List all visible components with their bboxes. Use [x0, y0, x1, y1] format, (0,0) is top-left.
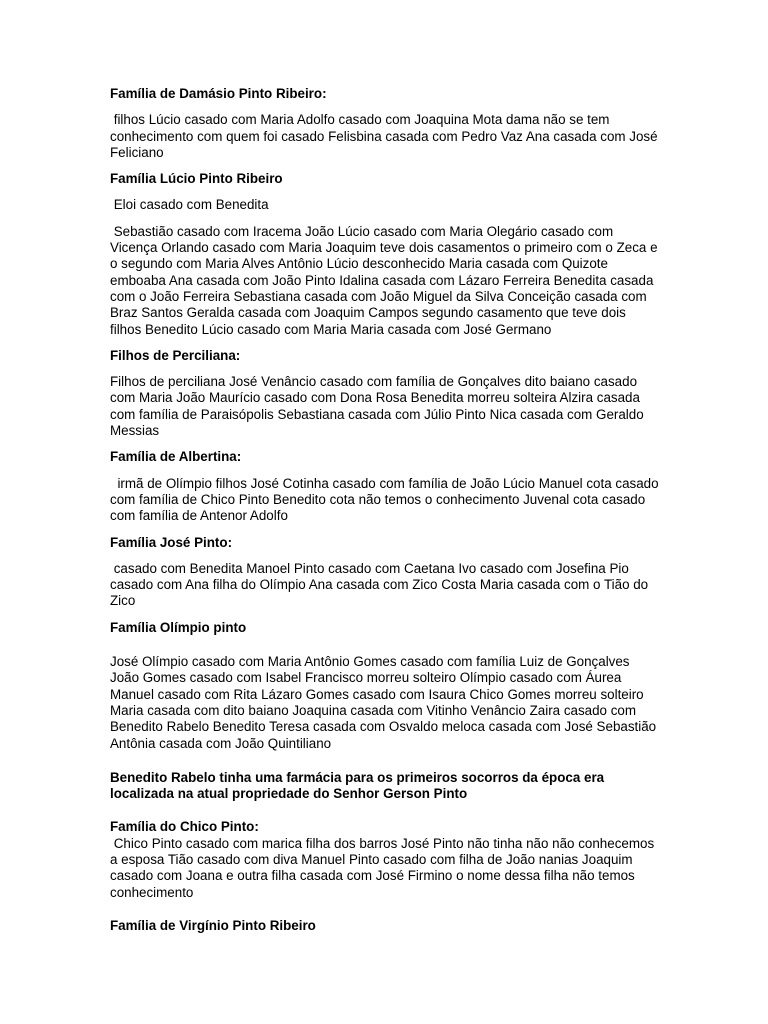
section-paragraph: Chico Pinto casado com marica filha dos barros José Pinto não tinha não não conhecemos a esposa Tião casado com diva Manuel Pinto casado com filha de João nanias Joaquim casado com Joana e outra filha casada com José Firmino o nome dessa filha não temos conhecimento	[110, 835, 658, 900]
section-benedito-rabelo	[110, 770, 660, 803]
section-heading: Filhos de Perciliana:	[110, 347, 241, 363]
section-heading: Família Olímpio pinto	[110, 619, 247, 635]
section-paragraph: casado com Benedita Manoel Pinto casado com Caetana Ivo casado com Josefina Pio casado com Ana filha do Olímpio Ana casada com Zico Costa Maria casada com o Tião do Zico	[110, 560, 652, 609]
section-perciliana	[110, 348, 660, 439]
document-body	[110, 86, 663, 934]
section-heading: Família de Albertina:	[110, 449, 242, 465]
section-albertina	[110, 449, 663, 524]
section-jose-pinto	[110, 535, 660, 610]
section-paragraph: Sebastião casado com Iracema João Lúcio casado com Maria Olegário casado com Vicença Orlando casado com Maria Joaquim teve dois casamentos o primeiro com o Zeca e o segundo com Maria Alves Antônio Lúcio desconhecido Maria casada com Quizote emboaba Ana casada com João Pinto Idalina casada com Lázaro Ferreira Benedita casada com o João Ferreira Sebastiana casada com João Miguel da Silva Conceição casada com Braz Santos Geralda casada com Joaquim Campos segundo casamento que teve dois filhos Benedito Lúcio casado com Maria Maria casada com José Germano	[110, 223, 662, 337]
section-paragraph: filhos Lúcio casado com Maria Adolfo casado com Joaquina Mota dama não se tem conhecimento com quem foi casado Felisbina casada com Pedro Vaz Ana casada com José Feliciano	[110, 112, 662, 160]
section-heading: Família de Damásio Pinto Ribeiro:	[110, 86, 327, 101]
section-chico-pinto	[110, 819, 660, 900]
section-heading: Família do Chico Pinto:	[110, 819, 259, 835]
section-paragraph: irmã de Olímpio filhos José Cotinha casado com família de João Lúcio Manuel cota casado com família de Chico Pinto Benedito cota não temos o conhecimento Juvenal cota casado com família de Antenor Adolfo	[110, 475, 663, 524]
section-heading: Família José Pinto:	[110, 534, 233, 550]
section-heading: Família de Virgínio Pinto Ribeiro	[110, 917, 316, 933]
section-heading: Benedito Rabelo tinha uma farmácia para os primeiros socorros da época era localizada na atual propriedade do Senhor Gerson Pinto	[110, 769, 608, 802]
section-heading: Família Lúcio Pinto Ribeiro	[110, 171, 283, 187]
section-paragraph: Filhos de perciliana José Venâncio casado com família de Gonçalves dito baiano casado com Maria João Maurício casado com Dona Rosa Benedita morreu solteira Alzira casada com família de Paraisópolis Sebastiana casada com Júlio Pinto Nica casada com Geraldo Messias	[110, 374, 648, 439]
section-virginio	[110, 918, 660, 934]
section-paragraph: Eloi casado com Benedita	[110, 197, 269, 213]
section-olimpio-pinto	[110, 620, 660, 752]
section-damasio	[110, 86, 660, 161]
section-lucio	[110, 171, 660, 338]
section-paragraph: José Olímpio casado com Maria Antônio Gomes casado com família Luiz de Gonçalves João Gomes casado com Isabel Francisco morreu solteiro Olímpio casado com Áurea Manuel casado com Rita Lázaro Gomes casado com Isaura Chico Gomes morreu solteiro Maria casada com dito baiano Joaquina casada com Vitinho Venâncio Zaira casado com Benedito Rabelo Benedito Teresa casada com Osvaldo meloca casada com José Sebastião Antônia casada com João Quintiliano	[110, 654, 660, 751]
